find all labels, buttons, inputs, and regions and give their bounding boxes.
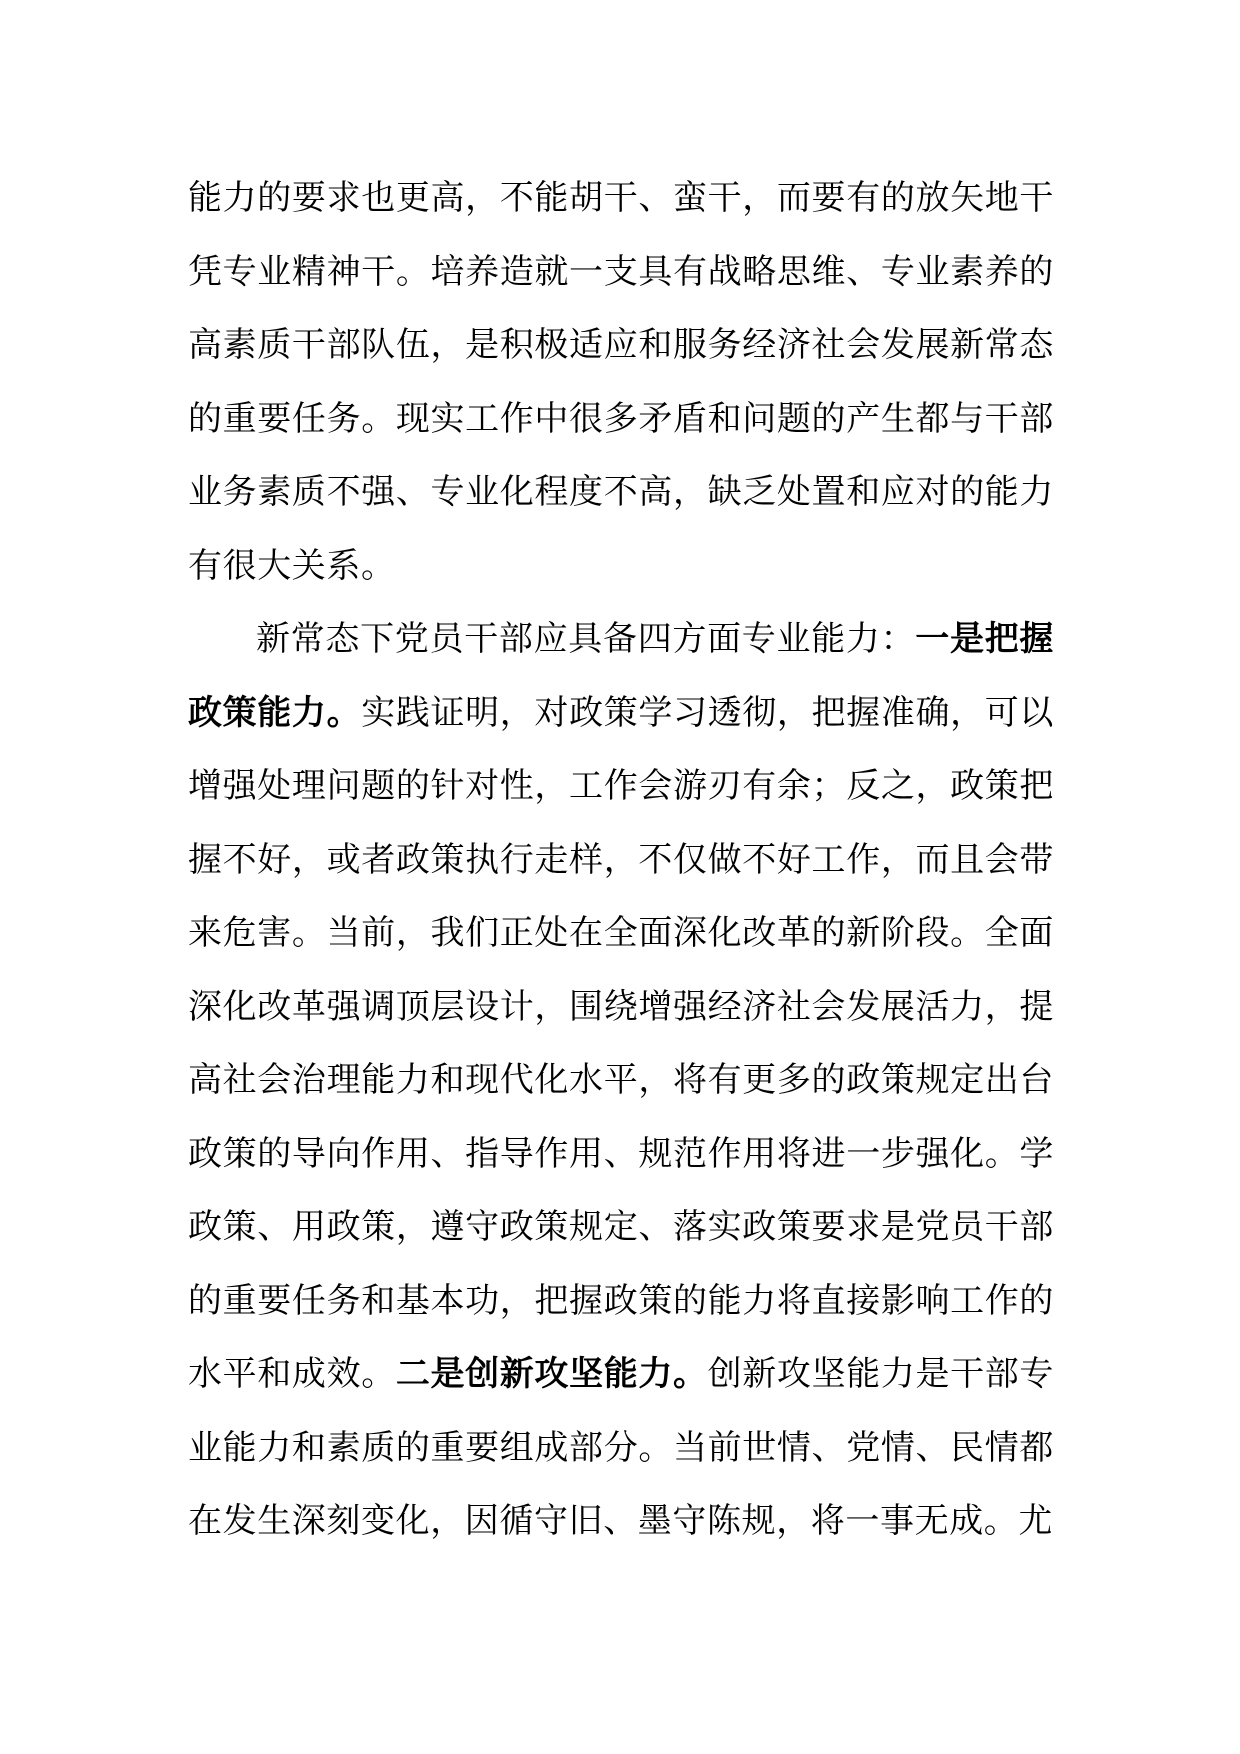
paragraph-2-intro: 新常态下党员干部应具备四方面专业能力：	[256, 619, 916, 659]
paragraph-2	[188, 603, 1054, 1559]
paragraph-1-text: 能力的要求也更高，不能胡干、蛮干，而要有的放矢地干凭专业精神干。培养造就一支具有战略思维、专业素养的高素质干部队伍，是积极适应和服务经济社会发展新常态的重要任务。现实工作中很多矛盾和问题的产生都与干部业务素质不强、专业化程度不高，缺乏处置和应对的能力有很大关系。	[188, 178, 1054, 586]
paragraph-2-policy-text: 实践证明，对政策学习透彻，把握准确，可以增强处理问题的针对性，工作会游刃有余；反之，政策把握不好，或者政策执行走样，不仅做不好工作，而且会带来危害。当前，我们正处在全面深化改革的新阶段。全面深化改革强调顶层设计，围绕增强经济社会发展活力，提高社会治理能力和现代化水平，将有更多的政策规定出台政策的导向作用、指导作用、规范作用将进一步强化。学政策、用政策，遵守政策规定、落实政策要求是党员干部的重要任务和基本功，把握政策的能力将直接影响工作的水平和成效。	[188, 692, 1055, 1394]
document-body	[188, 162, 1054, 1559]
heading-innovation-ability: 二是创新攻坚能力。	[395, 1354, 708, 1394]
paragraph-1	[188, 162, 1054, 603]
paragraph-2-innovation-text: 创新攻坚能力是干部专业能力和素质的重要组成部分。当前世情、党情、民情都在发生深刻变化，因循守旧、墨守陈规，将一事无成。尤	[188, 1354, 1055, 1541]
heading-policy-ability: 一是把握政策能力。	[188, 619, 1054, 733]
